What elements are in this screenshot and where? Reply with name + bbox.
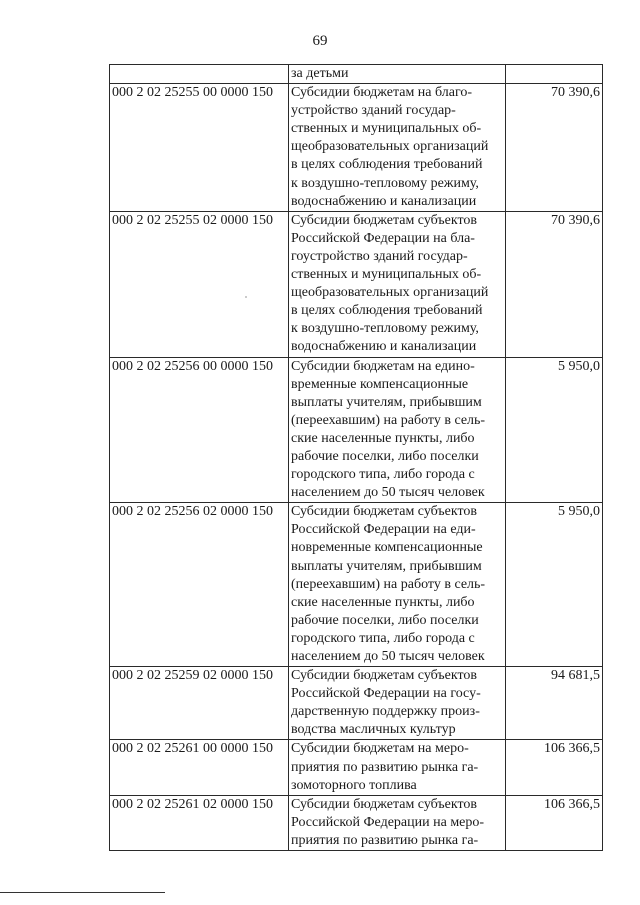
description-line: населением до 50 тысяч человек xyxy=(291,649,485,664)
description-line: Субсидии бюджетам субъектов xyxy=(291,212,478,228)
description-line: Субсидии бюджетам субъектов xyxy=(291,796,478,812)
description-cell xyxy=(289,667,506,740)
description-line: (переехавшим) на работу в сель- xyxy=(291,412,486,428)
amount-cell: 94 681,5 xyxy=(506,667,603,740)
description-cell xyxy=(289,65,506,84)
description-line: за детьми xyxy=(291,66,349,81)
description-line: приятия по развитию рынка га- xyxy=(291,832,479,848)
table-row xyxy=(110,211,603,357)
budget-code-cell xyxy=(110,65,289,84)
description-line: выплаты учителям, прибывшим xyxy=(291,394,482,410)
description-cell xyxy=(289,795,506,850)
amount-cell: 106 366,5 xyxy=(506,740,603,795)
table-row xyxy=(110,503,603,667)
footnote-rule xyxy=(0,892,165,893)
amount-cell: 5 950,0 xyxy=(506,503,603,667)
description-line: рабочие поселки, либо поселки xyxy=(291,612,479,628)
description-line: дарственную поддержку произ- xyxy=(291,704,480,720)
description-line: населением до 50 тысяч человек xyxy=(291,485,485,501)
budget-code-cell: 000 2 02 25255 00 0000 150 xyxy=(110,84,289,212)
description-line: устройство зданий государ- xyxy=(291,103,456,119)
description-line: гоустройство зданий государ- xyxy=(291,248,468,264)
description-line: к воздушно-тепловому режиму, xyxy=(291,175,479,191)
description-line: городского типа, либо города с xyxy=(291,467,475,483)
table-row xyxy=(110,795,603,850)
amount-cell xyxy=(506,65,603,84)
budget-code-cell: 000 2 02 25259 02 0000 150 xyxy=(110,667,289,740)
description-line: приятия по развитию рынка га- xyxy=(291,759,479,775)
amount-cell: 106 366,5 xyxy=(506,795,603,850)
description-line: Российской Федерации на бла- xyxy=(291,230,475,246)
description-cell xyxy=(289,740,506,795)
description-line: водства масличных культур xyxy=(291,722,456,738)
description-line: ственных и муниципальных об- xyxy=(291,267,482,283)
description-line: ские населенные пункты, либо xyxy=(291,594,475,610)
description-line: Российской Федерации на меро- xyxy=(291,814,485,830)
description-line: Субсидии бюджетам субъектов xyxy=(291,668,478,684)
budget-table xyxy=(109,64,603,851)
description-cell xyxy=(289,211,506,357)
description-line: Субсидии бюджетам на благо- xyxy=(291,85,473,101)
description-line: в целях соблюдения требований xyxy=(291,157,483,173)
description-line: выплаты учителям, прибывшим xyxy=(291,558,482,574)
description-line: Субсидии бюджетам на едино- xyxy=(291,358,475,374)
description-line: водоснабжению и канализации xyxy=(291,339,477,355)
page-number: 69 xyxy=(312,33,328,49)
description-line: водоснабжению и канализации xyxy=(291,193,477,209)
table-row xyxy=(110,84,603,212)
table-row xyxy=(110,65,603,84)
description-line: Российской Федерации на еди- xyxy=(291,522,476,538)
budget-code-cell: 000 2 02 25256 00 0000 150 xyxy=(110,357,289,503)
description-line: щеобразовательных организаций xyxy=(291,139,489,155)
description-line: новременные компенсационные xyxy=(291,540,483,556)
description-cell xyxy=(289,503,506,667)
description-line: к воздушно-тепловому режиму, xyxy=(291,321,479,337)
description-line: Субсидии бюджетам на меро- xyxy=(291,741,469,757)
description-cell xyxy=(289,357,506,503)
description-line: (переехавшим) на работу в сель- xyxy=(291,576,486,592)
table-row xyxy=(110,357,603,503)
description-line: щеобразовательных организаций xyxy=(291,285,489,301)
budget-code-cell: 000 2 02 25256 02 0000 150 xyxy=(110,503,289,667)
description-line: Субсидии бюджетам субъектов xyxy=(291,504,478,520)
budget-code-cell: 000 2 02 25261 02 0000 150 xyxy=(110,795,289,850)
budget-table-body xyxy=(110,65,603,851)
table-row xyxy=(110,667,603,740)
amount-cell: 5 950,0 xyxy=(506,357,603,503)
description-line: рабочие поселки, либо поселки xyxy=(291,448,479,464)
description-cell xyxy=(289,84,506,212)
budget-code-cell: 000 2 02 25255 02 0000 150 xyxy=(110,211,289,357)
description-line: ские населенные пункты, либо xyxy=(291,430,475,446)
description-line: ственных и муниципальных об- xyxy=(291,121,482,137)
description-line: Российской Федерации на госу- xyxy=(291,686,481,702)
table-row xyxy=(110,740,603,795)
description-line: городского типа, либо города с xyxy=(291,630,475,646)
description-line: в целях соблюдения требований xyxy=(291,303,483,319)
description-line: зомоторного топлива xyxy=(291,777,417,793)
budget-code-cell: 000 2 02 25261 00 0000 150 xyxy=(110,740,289,795)
description-line: временные компенсационные xyxy=(291,376,469,392)
amount-cell: 70 390,6 xyxy=(506,211,603,357)
scan-artifact xyxy=(245,296,247,298)
amount-cell: 70 390,6 xyxy=(506,84,603,212)
